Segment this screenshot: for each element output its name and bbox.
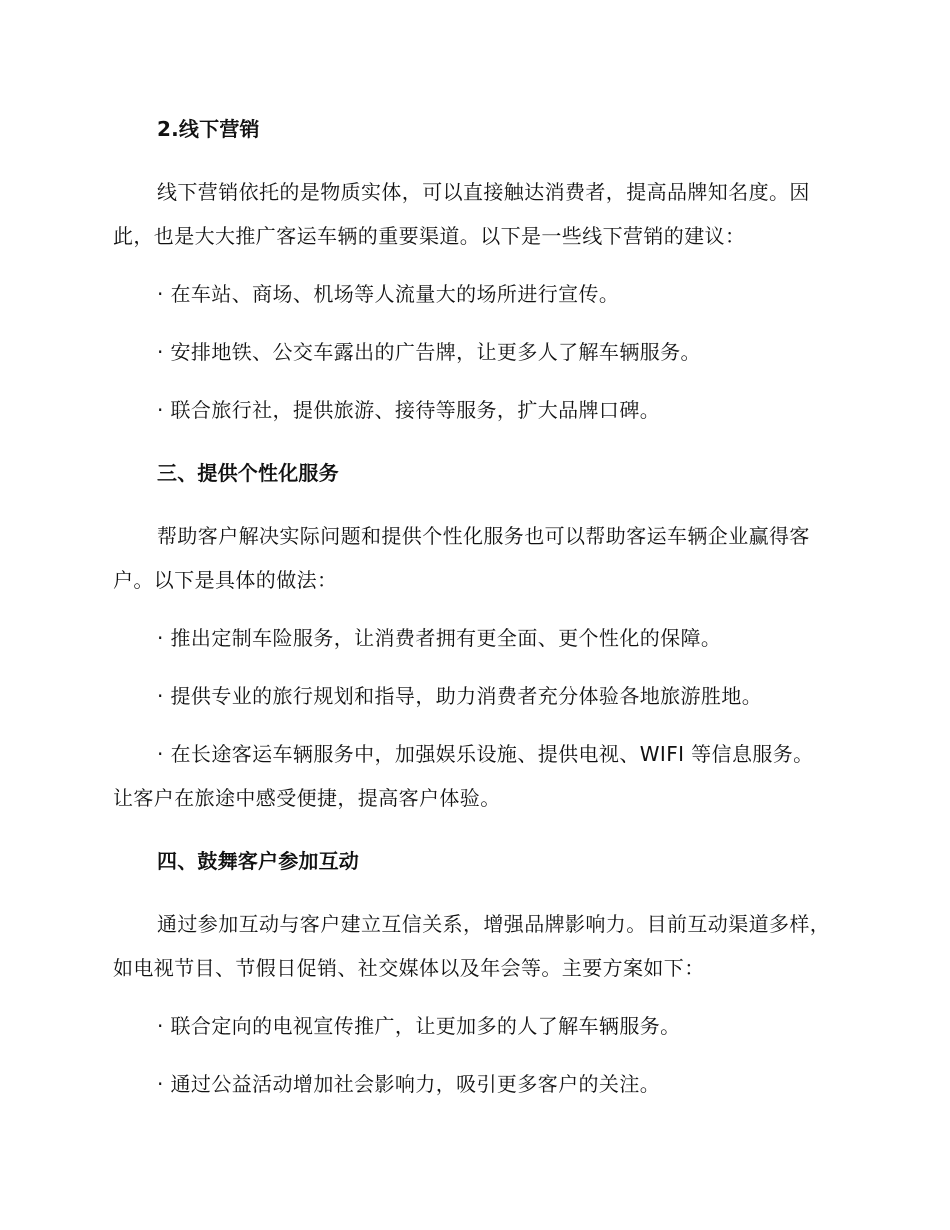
section-intro-paragraph: 线下营销依托的是物质实体，可以直接触达消费者，提高品牌知名度。因此，也是大大推广客运车辆的重要渠道。以下是一些线下营销的建议： [113, 180, 810, 248]
document-body [113, 112, 833, 1106]
section-intro-paragraph: 通过参加互动与客户建立互信关系，增强品牌影响力。目前互动渠道多样，如电视节目、节假日促销、社交媒体以及年会等。主要方案如下： [113, 912, 831, 980]
bullet-item: · 在长途客运车辆服务中，加强娱乐设施、提供电视、WIFI 等信息服务。让客户在旅途中感受便捷，提高客户体验。 [113, 742, 814, 810]
bullet-item: · 联合定向的电视宣传推广，让更加多的人了解车辆服务。 [157, 1014, 681, 1038]
bullet-item: · 安排地铁、公交车露出的广告牌，让更多人了解车辆服务。 [157, 340, 701, 364]
bullet-item: · 在车站、商场、机场等人流量大的场所进行宣传。 [157, 282, 620, 306]
section-intro-paragraph: 帮助客户解决实际问题和提供个性化服务也可以帮助客运车辆企业赢得客户。以下是具体的做法： [113, 524, 810, 592]
bullet-item: · 联合旅行社，提供旅游、接待等服务，扩大品牌口碑。 [157, 398, 661, 422]
section-heading-offline-marketing: 2.线下营销 [157, 117, 260, 141]
section-heading-personalized-service: 三、提供个性化服务 [157, 461, 339, 485]
bullet-item: · 提供专业的旅行规划和指导，助力消费者充分体验各地旅游胜地。 [157, 684, 763, 708]
bullet-item: · 通过公益活动增加社会影响力，吸引更多客户的关注。 [157, 1072, 661, 1096]
bullet-item: · 推出定制车险服务，让消费者拥有更全面、更个性化的保障。 [157, 626, 722, 650]
section-heading-customer-interaction: 四、鼓舞客户参加互动 [157, 849, 359, 873]
